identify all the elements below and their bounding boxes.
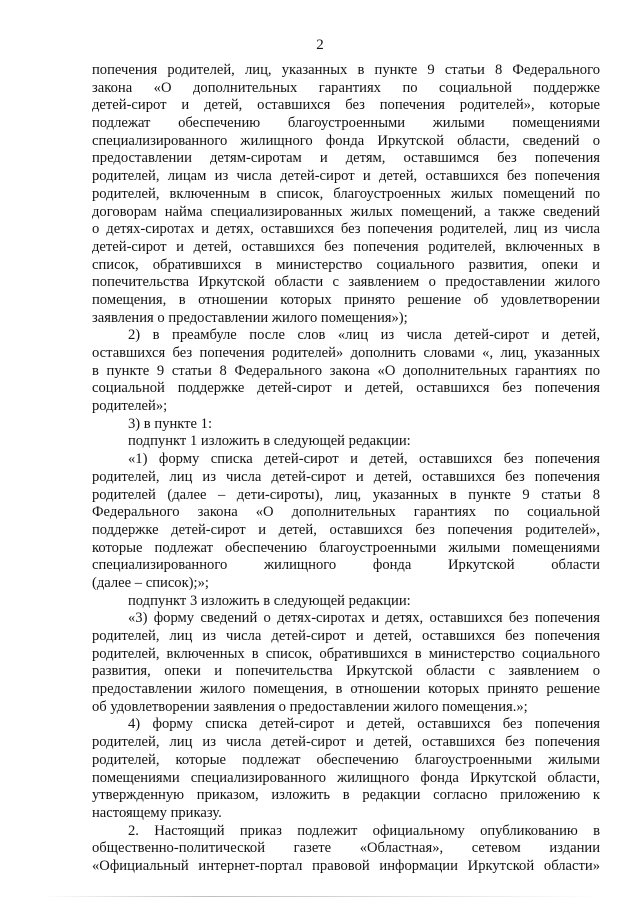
text-line: родителей, включенным в список, благоустроенных жилых помещений по: [92, 185, 600, 202]
text-line: помещения, в отношении которых принято решение об удовлетворении: [92, 291, 600, 308]
document-body: [92, 62, 600, 876]
text-line: закона «О дополнительных гарантиях по социальной поддержке: [92, 79, 600, 96]
text-line: предоставлении жилого помещения, в отношении которых принято решение: [92, 681, 600, 698]
text-line: настоящему приказу.: [92, 804, 222, 821]
text-line: попечительства Иркутской области с заявлением о предоставлении жилого: [92, 274, 600, 291]
text-line: 2) в преамбуле после слов «лиц из числа детей-сирот и детей,: [128, 327, 600, 344]
text-line: 3) в пункте 1:: [128, 415, 213, 432]
text-line: помещениями специализированного жилищного фонда Иркутской области,: [92, 769, 600, 786]
text-line: попечения родителей, лиц, указанных в пункте 9 статьи 8 Федерального: [92, 62, 600, 78]
text-line: 4) форму списка детей-сирот и детей, оставшихся без попечения: [128, 716, 600, 733]
text-line: специализированного жилищного фонда Иркутской области: [92, 557, 600, 574]
text-line: родителей, лиц из числа детей-сирот и детей, оставшихся без попечения: [92, 468, 600, 485]
text-line: родителей, включенных в список, обратившихся в министерство социального: [92, 645, 600, 662]
text-line: развития, опеки и попечительства Иркутской области с заявлением о: [92, 663, 600, 680]
text-line: подпункт 1 изложить в следующей редакции:: [128, 433, 411, 450]
text-line: специализированного жилищного фонда Иркутской области, сведений о: [92, 132, 600, 149]
text-line: родителей (далее – дети-сироты), лиц, указанных в пункте 9 статьи 8: [92, 486, 600, 503]
text-line: подлежат обеспечению благоустроенными жилыми помещениями: [92, 115, 600, 132]
text-line: 2. Настоящий приказ подлежит официальному опубликованию в: [128, 822, 600, 839]
text-line: договорам найма специализированных жилых помещений, а также сведений: [92, 203, 600, 220]
text-line: подпункт 3 изложить в следующей редакции:: [128, 592, 411, 609]
text-line: предоставлении детям-сиротам и детям, оставшимся без попечения: [92, 150, 600, 167]
text-line: родителей, лицам из числа детей-сирот и детей, оставшихся без попечения: [92, 168, 600, 185]
text-line: об удовлетворении заявления о предоставлении жилого помещения.»;: [92, 698, 528, 715]
text-line: родителей»;: [92, 398, 168, 415]
text-line: утвержденную приказом, изложить в редакции согласно приложению к: [92, 787, 600, 804]
text-line: детей-сирот и детей, оставшихся без попечения родителей, включенных в: [92, 238, 600, 255]
text-line: общественно-политической газете «Областная», сетевом издании: [92, 840, 600, 857]
page-number: 2: [316, 37, 324, 53]
text-line: родителей, лиц из числа детей-сирот и детей, оставшихся без попечения: [92, 628, 600, 644]
text-line: «1) форму списка детей-сирот и детей, оставшихся без попечения: [128, 451, 600, 468]
text-line: список, обратившихся в министерство социального развития, опеки и: [92, 256, 600, 273]
text-line: которые подлежат обеспечению благоустроенными жилыми помещениями: [92, 539, 600, 556]
text-line: (далее – список);»;: [92, 574, 209, 591]
text-line: о детях-сиротах и детях, оставшихся без попечения родителей, лиц из числа: [92, 221, 600, 238]
text-line: родителей, которые подлежат обеспечению благоустроенными жилыми: [92, 751, 600, 768]
text-line: заявления о предоставлении жилого помещения»);: [92, 309, 408, 326]
text-line: «3) форму сведений о детях-сиротах и детях, оставшихся без попечения: [128, 610, 600, 627]
text-line: в пункте 9 статьи 8 Федерального закона «О дополнительных гарантиях по: [92, 362, 600, 379]
scan-edge-line: [40, 896, 600, 897]
text-line: детей-сирот и детей, оставшихся без попечения родителей», которые: [92, 97, 600, 114]
text-line: родителей, лиц из числа детей-сирот и детей, оставшихся без попечения: [92, 734, 600, 751]
text-line: социальной поддержке детей-сирот и детей, оставшихся без попечения: [92, 380, 600, 397]
text-line: поддержке детей-сирот и детей, оставшихся без попечения родителей»,: [92, 521, 600, 538]
text-line: «Официальный интернет-портал правовой информации Иркутской области»: [92, 857, 600, 874]
text-line: оставшихся без попечения родителей» дополнить словами «, лиц, указанных: [92, 345, 600, 361]
text-line: Федерального закона «О дополнительных гарантиях по социальной: [92, 504, 600, 521]
